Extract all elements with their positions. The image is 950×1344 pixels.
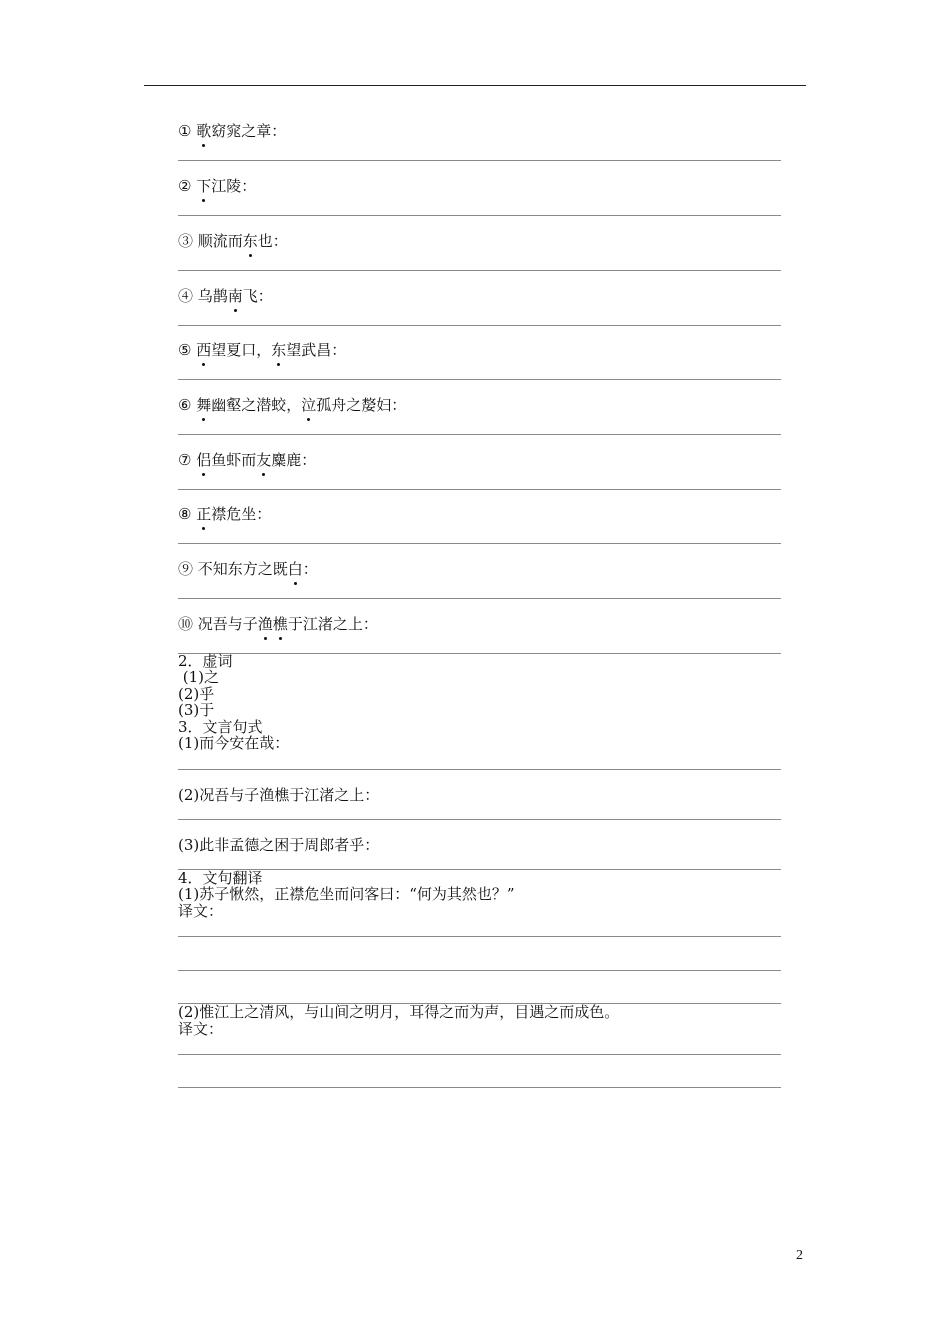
question-text-segment: ⑧: [178, 505, 197, 523]
section-3-title: 3．文言句式: [178, 718, 263, 736]
question-text-segment: ⑦: [178, 451, 197, 469]
vocab-question: [178, 340, 781, 360]
vocab-question: [178, 395, 781, 415]
emphasized-char: 白: [287, 560, 303, 578]
vocab-question: [178, 176, 781, 196]
vocab-question-text: [178, 121, 781, 141]
vocab-question-text: [178, 614, 781, 634]
question-text-segment: 麋鹿：: [271, 451, 317, 469]
answer-line[interactable]: [178, 598, 781, 599]
emphasized-char: 友: [256, 451, 272, 469]
vocab-question-text: [178, 559, 781, 579]
page-number: 2: [796, 1248, 803, 1263]
answer-line[interactable]: [178, 434, 781, 435]
answer-line[interactable]: [178, 970, 781, 971]
emphasized-char: 侣: [196, 451, 212, 469]
vocab-question-text: [178, 286, 781, 306]
answer-line[interactable]: [178, 653, 781, 654]
section-2-title: 2．虚词: [178, 652, 233, 670]
vocab-question: [178, 614, 781, 634]
section-3-item: (2)况吾与子渔樵于江渚之上：: [178, 786, 380, 804]
vocab-question-text: [178, 231, 781, 251]
emphasized-char: 歌: [196, 122, 212, 140]
emphasized-char: 正: [196, 505, 212, 523]
emphasized-char: 东: [242, 232, 258, 250]
question-text-segment: 襟危坐：: [211, 505, 272, 523]
question-text-segment: 于江渚之上：: [287, 615, 378, 633]
question-text-segment: ③ 顺流而: [178, 232, 243, 250]
emphasized-char: 南: [227, 287, 243, 305]
answer-line[interactable]: [178, 215, 781, 216]
emphasized-char: 泣: [301, 396, 317, 414]
vocab-question: [178, 450, 781, 470]
translation-label: 译文：: [178, 1020, 224, 1038]
question-text-segment: 孤舟之嫠妇：: [316, 396, 407, 414]
answer-line[interactable]: [178, 160, 781, 161]
answer-line[interactable]: [178, 819, 781, 820]
question-text-segment: 也：: [257, 232, 288, 250]
question-text-segment: ⑩ 况吾与子: [178, 615, 258, 633]
answer-line[interactable]: [178, 1087, 781, 1088]
vocab-question: [178, 231, 781, 251]
question-text-segment: ⑥: [178, 396, 197, 414]
answer-line[interactable]: [178, 1054, 781, 1055]
vocab-question-text: [178, 176, 781, 196]
question-text-segment: ⑨ 不知东方之既: [178, 560, 288, 578]
answer-line[interactable]: [178, 769, 781, 770]
question-text-segment: 幽壑之潜蛟，: [211, 396, 302, 414]
answer-line[interactable]: [178, 270, 781, 271]
question-text-segment: ①: [178, 122, 197, 140]
question-text-segment: ④ 乌鹊: [178, 287, 228, 305]
answer-line[interactable]: [178, 936, 781, 937]
vocab-question-text: [178, 504, 781, 524]
section-2-item: (1)之: [178, 668, 220, 686]
vocab-question: [178, 121, 781, 141]
answer-line[interactable]: [178, 489, 781, 490]
emphasized-char: 下: [196, 177, 212, 195]
question-text-segment: 望武昌：: [286, 341, 347, 359]
question-text-segment: 窈窕之章：: [211, 122, 287, 140]
emphasized-char: 东: [271, 341, 287, 359]
translation-sentence: (2)惟江上之清风，与山间之明月，耳得之而为声，目遇之而成色。: [178, 1003, 620, 1021]
section-3-item: (1)而今安在哉：: [178, 734, 290, 752]
emphasized-char: 舞: [196, 396, 212, 414]
header-rule: [144, 85, 806, 86]
emphasized-char: 樵: [272, 615, 288, 633]
section-2-item: (2)乎: [178, 685, 215, 703]
section-3-item: (3)此非孟德之困于周郎者乎：: [178, 836, 380, 854]
question-text-segment: 飞：: [242, 287, 273, 305]
answer-line[interactable]: [178, 325, 781, 326]
vocab-question: [178, 504, 781, 524]
vocab-question: [178, 559, 781, 579]
section-4-title: 4．文句翻译: [178, 869, 263, 887]
vocab-question-text: [178, 395, 781, 415]
answer-line[interactable]: [178, 543, 781, 544]
question-text-segment: 望夏口，: [211, 341, 272, 359]
answer-line[interactable]: [178, 869, 781, 870]
emphasized-char: 渔: [257, 615, 273, 633]
question-text-segment: ：: [302, 560, 318, 578]
vocab-question: [178, 286, 781, 306]
vocab-question-text: [178, 340, 781, 360]
translation-sentence: (1)苏子愀然，正襟危坐而问客曰：“何为其然也？”: [178, 885, 515, 903]
question-text-segment: ②: [178, 177, 197, 195]
question-text-segment: ⑤: [178, 341, 197, 359]
translation-label: 译文：: [178, 902, 224, 920]
question-text-segment: 鱼虾而: [211, 451, 257, 469]
vocab-question-text: [178, 450, 781, 470]
answer-line[interactable]: [178, 379, 781, 380]
emphasized-char: 西: [196, 341, 212, 359]
question-text-segment: 江陵：: [211, 177, 257, 195]
section-2-item: (3)于: [178, 701, 215, 719]
